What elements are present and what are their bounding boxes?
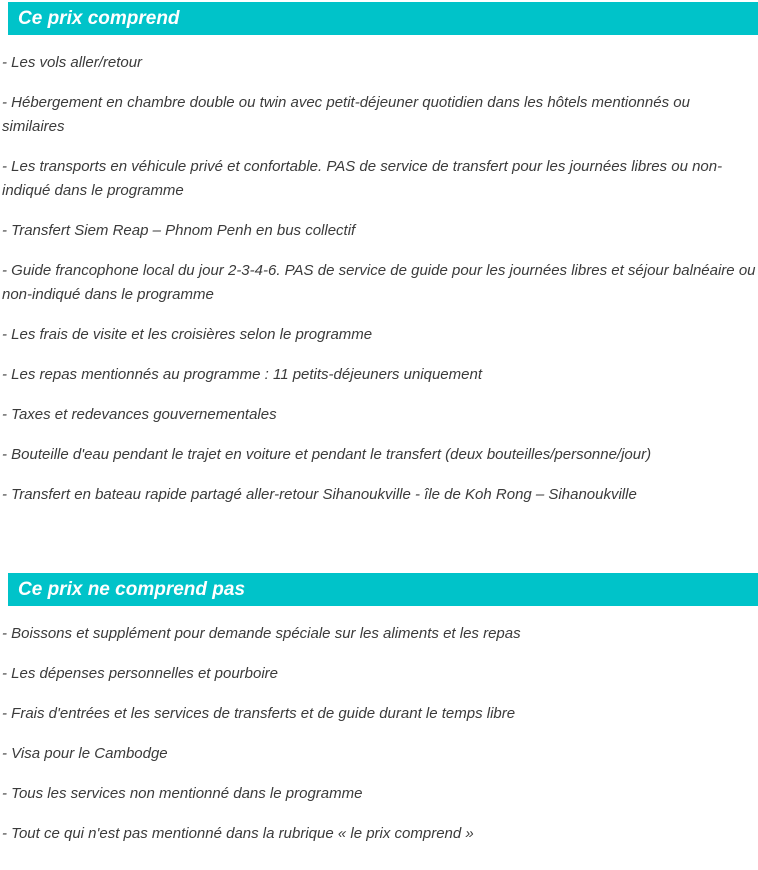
list-item: - Guide francophone local du jour 2-3-4-6. PAS de service de guide pour les journées libres et séjour balnéaire ou non-indiqué dans le programme xyxy=(2,262,756,303)
list-item: - Taxes et redevances gouvernementales xyxy=(2,406,277,423)
list-item: - Les vols aller/retour xyxy=(2,54,143,71)
section-header-includes: Ce prix comprend xyxy=(8,2,758,35)
list-item: - Hébergement en chambre double ou twin avec petit-déjeuner quotidien dans les hôtels mentionnés ou similaires xyxy=(2,94,690,135)
section-header-excludes: Ce prix ne comprend pas xyxy=(8,573,758,606)
list-item: - Bouteille d'eau pendant le trajet en voiture et pendant le transfert (deux bouteilles/personne/jour) xyxy=(2,446,652,463)
includes-list xyxy=(0,35,758,531)
price-excludes-section xyxy=(0,571,758,870)
list-item: - Transfert Siem Reap – Phnom Penh en bus collectif xyxy=(2,222,356,239)
list-item: - Boissons et supplément pour demande spéciale sur les aliments et les repas xyxy=(2,625,521,642)
list-item: - Les transports en véhicule privé et confortable. PAS de service de transfert pour les journées libres ou non-indiqué dans le programme xyxy=(2,158,723,199)
list-item: - Tous les services non mentionné dans le programme xyxy=(2,785,363,802)
list-item: - Transfert en bateau rapide partagé aller-retour Sihanoukville - île de Koh Rong – Sihanoukville xyxy=(2,486,637,503)
list-item: - Frais d'entrées et les services de transferts et de guide durant le temps libre xyxy=(2,705,516,722)
list-item: - Les frais de visite et les croisières selon le programme xyxy=(2,326,373,343)
list-item: - Les repas mentionnés au programme : 11 petits-déjeuners uniquement xyxy=(2,366,482,383)
list-item: - Tout ce qui n'est pas mentionné dans la rubrique « le prix comprend » xyxy=(2,825,474,842)
list-item: - Les dépenses personnelles et pourboire xyxy=(2,665,279,682)
excludes-list xyxy=(0,606,758,870)
list-item: - Visa pour le Cambodge xyxy=(2,745,168,762)
